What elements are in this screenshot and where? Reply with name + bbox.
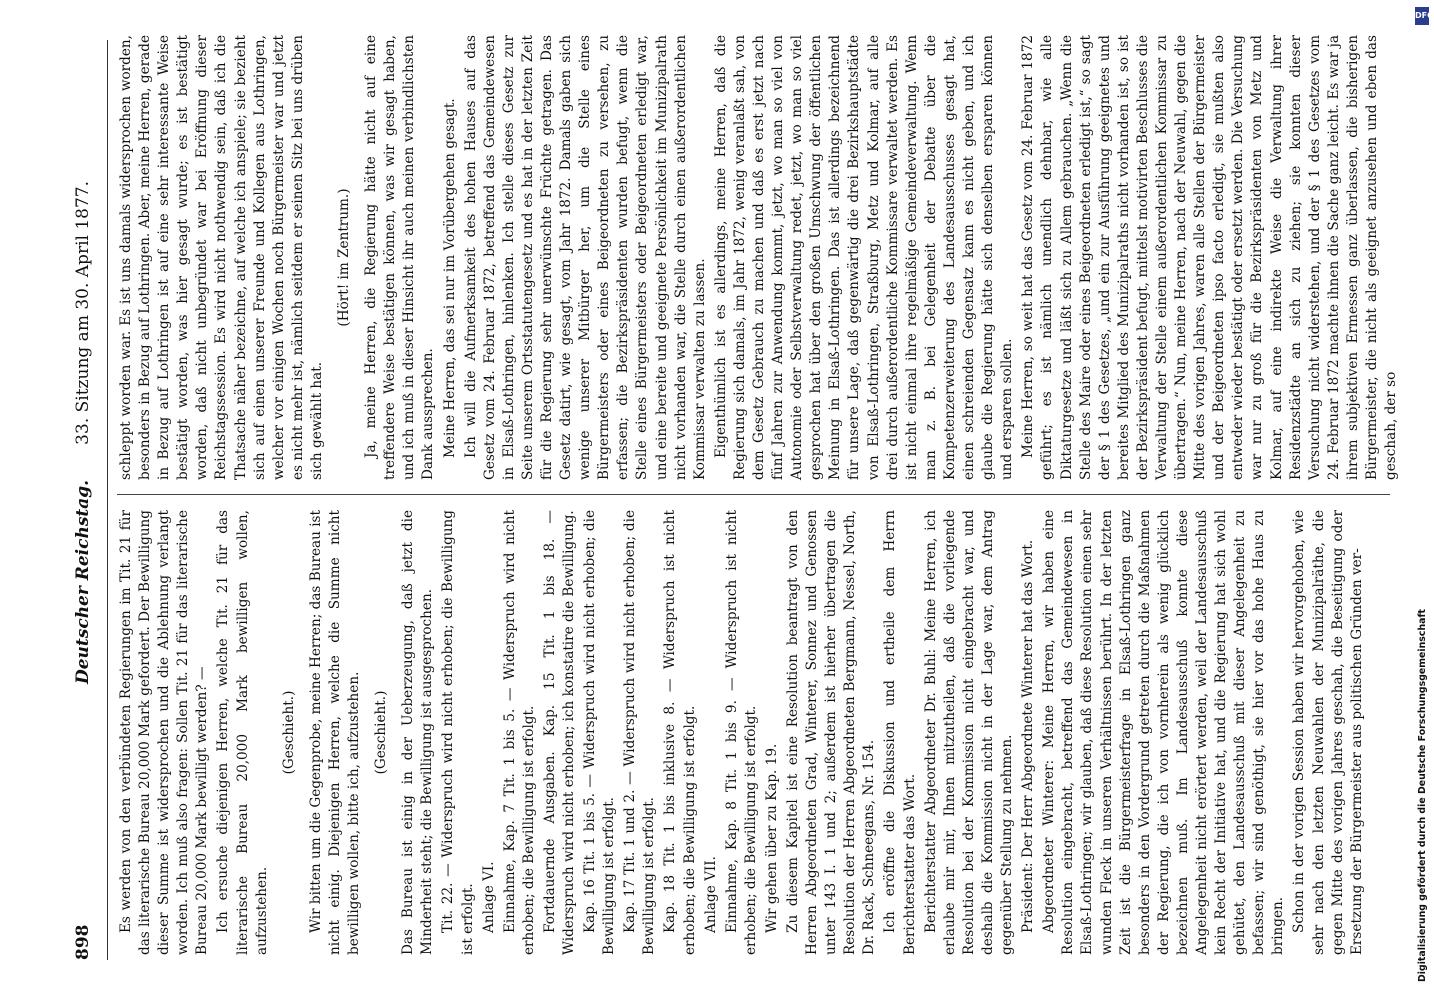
stage-direction: (Geschieht.) (373, 690, 390, 775)
page-number: 898 (73, 924, 93, 960)
paragraph: Das Bureau ist einig in der Ueberzeugung, daß jetzt die Minderheit steht; die Bewilligung ist ausgesprochen. (400, 510, 436, 955)
page-header (57, 40, 108, 960)
paragraph: Ich will die Aufmerksamkeit des hohen Hauses auf das Gesetz vom 24. Februar 1872, betreffend das Gemeindewesen in Elsaß-Lothringen, hinlenken. Ich stelle dieses Gesetz zur Seite unserem Ortsstatutengesetz und es hat in der letzten Zeit für die Regierung sehr unerwünschte Früchte getragen. Das Gesetz datirt, wie gesagt, vom Jahr 1872. Damals gaben sich wenige unserer Mitbürger her, um die Stelle eines Bürgermeisters oder eines Beigeordneten zu versehen, zu erfassen; die Bezirkspräsidenten wurden befugt, wenn die Stelle eines Bürgermeisters oder Beigeordneten erledigt war, und eine bereite und geeignete Persönlichkeit im Munizipalrath nicht vorhanden war, die Stelle durch einen außerordentlichen Kommissar verwalten zu lassen. (462, 35, 708, 480)
text-column-left (117, 510, 1390, 955)
paragraph: Präsident: Der Herr Abgeordnete Winterer hat das Wort. (1020, 539, 1037, 933)
paragraph: Eigenthümlich ist es allerdings, meine Herren, daß die Regierung sich damals, im Jahr 1872, wenig veranlaßt sah, von dem Gesetz Gebrauch zu machen und daß es erst jetzt nach fünf Jahren zur Anwendung kommt, jetzt, wo man so viel von Autonomie oder Selbstverwaltung redet, jetzt, wo man so viel gesprochen hat über den großen Umschwung der öffentlichen Meinung in Elsaß-Lothringen. Das ist allerdings bezeichnend für unsere Lage, daß gegenwärtig die drei Bezirkshauptstädte von Elsaß-Lothringen, Straßburg, Metz und Kolmar, auf alle drei durch außerordentliche Kommissare verwaltet werden. Es ist nicht einmal ihre regelmäßige Gemeindeverwaltung. Wenn man z. B. bei Gelegenheit der Debatte über die Kompetenzerweiterung des Landesausschusses gesagt hat, einen schreienden Gegensatz kann es nicht geben, und ich glaube die Regierung hätte sich denselben ersparen können und ersparen sollen. (712, 35, 1016, 480)
paragraph: Anlage VII. (702, 856, 719, 933)
paragraph: Ich ersuche diejenigen Herren, welche Tit. 21 für das literarische Bureau 20,000 Mark bewilligen wollen, aufzustehen. (215, 510, 270, 955)
session-title: 33. Sitzung am 30. April 1877. (73, 180, 93, 445)
paragraph: Meine Herren, so weit hat das Gesetz vom 24. Februar 1872 geführt; es ist nämlich unendlich dehnbar, wie alle Diktaturgesetze und läßt sich zu Allem gebrauchen. „Wenn die Stelle des Maire oder eines Beigeordneten erledigt ist,“ so sagt der § 1 des Gesetzes, „und ein zur Ausführung geeignetes und bereites Mitglied des Munizipalraths nicht vorhanden ist, so ist der Bezirkspräsident befugt, mittelst motivirten Beschlusses die Verwaltung der Stelle einem außerordentlichen Kommissar zu übertragen.“ Nun, meine Herren, nach der Neuwahl, gegen die Mitte des vorigen Jahres, waren alle Stellen der Bürgermeister und der Beigeordneten ipso facto erledigt, sie mußten also entweder wieder bestätigt oder ersetzt werden. Die Versuchung war nur zu groß für die Bezirkspräsidenten von Metz und Kolmar, auf eine indirekte Weise die Verwaltung ihrer Residenzstädte an sich zu ziehen; sie konnten dieser Versuchung nicht widerstehen, und der § 1 des Gesetzes vom 24. Februar 1872 machte ihnen die Sache ganz leicht. Es war ja ihrem subjektiven Ermessen ganz überlassen, die bisherigen Bürgermeister, die nicht als geeignet anzusehen und eben das geschah, der so (1020, 35, 1400, 480)
paragraph: Ja, meine Herren, die Regierung hätte nicht auf eine treffendere Weise bestätigen können, was wir gesagt haben, und ich muß in dieser Hinsicht ihr auch meinen verbindlichsten Dank aussprechen. (363, 35, 437, 480)
text-column-right (117, 35, 1400, 480)
paragraph: Anlage VI. (480, 861, 497, 933)
paragraph: Tit. 22. — Widerspruch wird nicht erhoben; die Bewilligung ist erfolgt. (440, 510, 476, 955)
paragraph: Schon in der vorigen Session haben wir hervorgehoben, wie sehr nach den letzten Neuwahlen der Munizipalräthe, die gegen Mitte des vorigen Jahres geschah, die Beseitigung oder Ersetzung der Bürgermeister aus politischen Gründen ver- (1291, 510, 1365, 955)
stage-direction: (Hört! im Zentrum.) (336, 188, 353, 327)
publication-title: Deutscher Reichstag. (73, 479, 93, 684)
paragraph: Abgeordneter Winterer: Meine Herren, wir haben eine Resolution eingebracht, betreffend das Gemeindewesen in Elsaß-Lothringen; wir glauben, daß diese Resolution einen sehr wunden Fleck in unseren Verhältnissen berührt. In der letzten Zeit ist die Bürgermeisterfrage in Elsaß-Lothringen ganz besonders in den Vordergrund getreten durch die Maßnahmen der Regierung, die ich von vornherein als wenig glücklich bezeichnen muß. Im Landesausschuß konnte diese Angelegenheit nicht erörtert werden, weil der Landesausschuß kein Recht der Initiative hat, und die Regierung hat sich wohl gehütet, den Landesausschuß mit dieser Angelegenheit zu befassen; wir sind genöthigt, sie hier vor das hohe Haus zu bringen. (1041, 510, 1287, 955)
paragraph: Fortdauernde Ausgaben. Kap. 15 Tit. 1 bis 18. — Widerspruch wird nicht erhoben; ich konstatire die Bewilligung. (541, 510, 577, 955)
dfg-sidebar (1412, 0, 1432, 1000)
paragraph: Kap. 16 Tit. 1 bis 5. — Widerspruch wird nicht erhoben; die Bewilligung ist erfolgt. (582, 510, 618, 955)
column-divider (117, 494, 1390, 495)
paragraph: Ich eröffne die Diskussion und ertheile dem Herrn Berichterstatter das Wort. (882, 510, 918, 955)
paragraph: Berichterstatter Abgeordneter Dr. Buhl: Meine Herren, ich erlaube mir mir, Ihnen mitzutheilen, daß die vorliegende Resolution bei der Kommission nicht eingebracht war, und deshalb die Kommission nicht in der Lage war, dem Antrag gegenüber Stellung zu nehmen. (922, 510, 1016, 955)
funding-note: Digitalisierung gefördert durch die Deutsche Forschungsgemeinschaft (1417, 608, 1428, 982)
paragraph: Wir bitten um die Gegenprobe, meine Herren; das Bureau ist nicht einig. Diejenigen Herren, welche die Summe nicht bewilligen wollen, bitte ich, aufzustehen. (307, 510, 363, 955)
paragraph: Es werden von den verbündeten Regierungen im Tit. 21 für das literarische Bureau 20,000 Mark gefordert. Der Bewilligung dieser Summe ist widersprochen und die Ablehnung verlangt worden. Ich muß also fragen: Sollen Tit. 21 für das literarische Bureau 20,000 Mark bewilligt werden? — (118, 510, 211, 955)
paragraph: Wir gehen über zu Kap. 19. (763, 743, 780, 933)
page-body (35, 0, 1410, 1000)
dfg-logo: DFG (1415, 7, 1429, 25)
paragraph: Einnahme, Kap. 7 Tit. 1 bis 5. — Widerspruch wird nicht erhoben; die Bewilligung ist erfolgt. (501, 510, 537, 955)
paragraph: schleppt worden war. Es ist uns damals widersprochen worden, besonders in Bezug auf Lothringen. Aber, meine Herren, gerade in Bezug auf Lothringen ist auf eine sehr interessante Weise bestätigt worden, was hier gesagt wurde; es ist bestätigt worden, daß nicht unbegründet war bei Eröffnung dieser Reichstagssession. Es wird nicht nothwendig sein, daß ich die Thatsache näher bezeichne, auf welche ich anspiele; sie bezieht sich auf einen unserer Freunde und Kollegen aus Lothringen, welcher vor einigen Wochen noch Bürgermeister war und jetzt es nicht mehr ist, nämlich seitdem er seinen Sitz bei uns drüben sich gewählt hat. (118, 35, 325, 480)
paragraph: Kap. 17 Tit. 1 und 2. — Widerspruch wird nicht erhoben; die Bewilligung ist erfolgt. (622, 510, 658, 955)
paragraph: Einnahme, Kap. 8 Tit. 1 bis 9. — Widerspruch ist nicht erhoben; die Bewilligung ist erfolgt. (723, 510, 759, 955)
stage-direction: (Geschieht.) (280, 690, 297, 775)
paragraph: Meine Herren, das sei nur im Vorübergehen gesagt. (441, 98, 458, 458)
paragraph: Zu diesem Kapitel ist eine Resolution beantragt von den Herren Abgeordneten Grad, Winterer, Sonnez und Genossen unter 143 I. 1 und 2; außerdem ist hierher übertragen die Resolution der Herren Abgeordneten Bergmann, Nessel, North, Dr. Rack, Schneegans, Nr. 154. (785, 510, 878, 955)
paragraph: Kap. 18 Tit. 1 bis inklusive 8. — Widerspruch ist nicht erhoben; die Bewilligung ist erfolgt. (662, 510, 698, 955)
